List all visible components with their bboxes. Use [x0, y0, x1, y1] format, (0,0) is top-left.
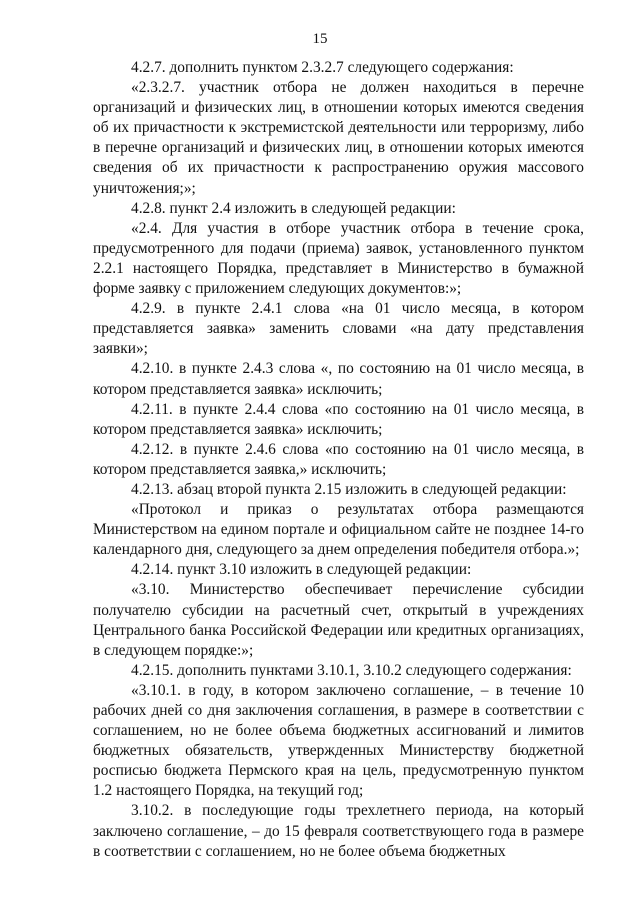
paragraph-2-4: «2.4. Для участия в отборе участник отбора в течение срока, предусмотренного для подачи (приема) заявок, установленного пунктом 2.2.1 настоящего Порядка, представляет в Министерство в бумажной форме заявку с приложением следующих документов:»; — [93, 219, 584, 298]
paragraph-4-2-10: 4.2.10. в пункте 2.4.3 слова «, по состоянию на 01 число месяца, в котором представляется заявка» исключить; — [93, 360, 584, 398]
paragraph-4-2-13: 4.2.13. абзац второй пункта 2.15 изложить в следующей редакции: — [131, 480, 567, 498]
paragraph-3-10-1: «3.10.1. в году, в котором заключено соглашение, – в течение 10 рабочих дней со дня заключения соглашения, в размере в соответствии с соглашением, но не более объема бюджетных ассигнований и лимитов бюджетных обязательств, утвержденных Министерству бюджетной росписью бюджета Пермского края на цель, предусмотренную пунктом 1.2 настоящего Порядка, на текущий год; — [93, 681, 584, 800]
paragraph-4-2-15: 4.2.15. дополнить пунктами 3.10.1, 3.10.2 следующего содержания: — [131, 661, 572, 679]
document-body — [93, 58, 584, 862]
paragraph-3-10-2: 3.10.2. в последующие годы трехлетнего периода, на который заключено соглашение, – до 15 февраля соответствующего года в размере в соответствии с соглашением, но не более объема бюджетных — [93, 802, 584, 860]
paragraph-4-2-11: 4.2.11. в пункте 2.4.4 слова «по состоянию на 01 число месяца, в котором представляется заявка» исключить; — [93, 400, 584, 438]
paragraph-protocol: «Протокол и приказ о результатах отбора размещаются Министерством на едином портале и официальном сайте не позднее 14-го календарного дня, следующего за днем определения победителя отбора.»; — [93, 501, 584, 559]
paragraph-4-2-8: 4.2.8. пункт 2.4 изложить в следующей редакции: — [131, 199, 456, 217]
paragraph-4-2-9: 4.2.9. в пункте 2.4.1 слова «на 01 число месяца, в котором представляется заявка» заменить словами «на дату представления заявки»; — [93, 300, 584, 358]
paragraph-4-2-14: 4.2.14. пункт 3.10 изложить в следующей редакции: — [131, 561, 472, 579]
paragraph-2-3-2-7: «2.3.2.7. участник отбора не должен находиться в перечне организаций и физических лиц, в отношении которых имеются сведения об их причастности к экстремистской деятельности или терроризму, либо в перечне организаций и физических лиц, в отношении которых имеются сведения об их причастности к распространению оружия массового уничтожения;»; — [93, 79, 584, 197]
paragraph-3-10: «3.10. Министерство обеспечивает перечисление субсидии получателю субсидии на расчетный счет, открытый в учреждениях Центрального банка Российской Федерации или кредитных организациях, в следующем порядке:»; — [93, 581, 584, 659]
page-number: 15 — [312, 31, 328, 47]
paragraph-4-2-12: 4.2.12. в пункте 2.4.6 слова «по состоянию на 01 число месяца, в котором представляется заявка,» исключить; — [93, 440, 584, 478]
paragraph-4-2-7: 4.2.7. дополнить пунктом 2.3.2.7 следующего содержания: — [131, 59, 514, 76]
